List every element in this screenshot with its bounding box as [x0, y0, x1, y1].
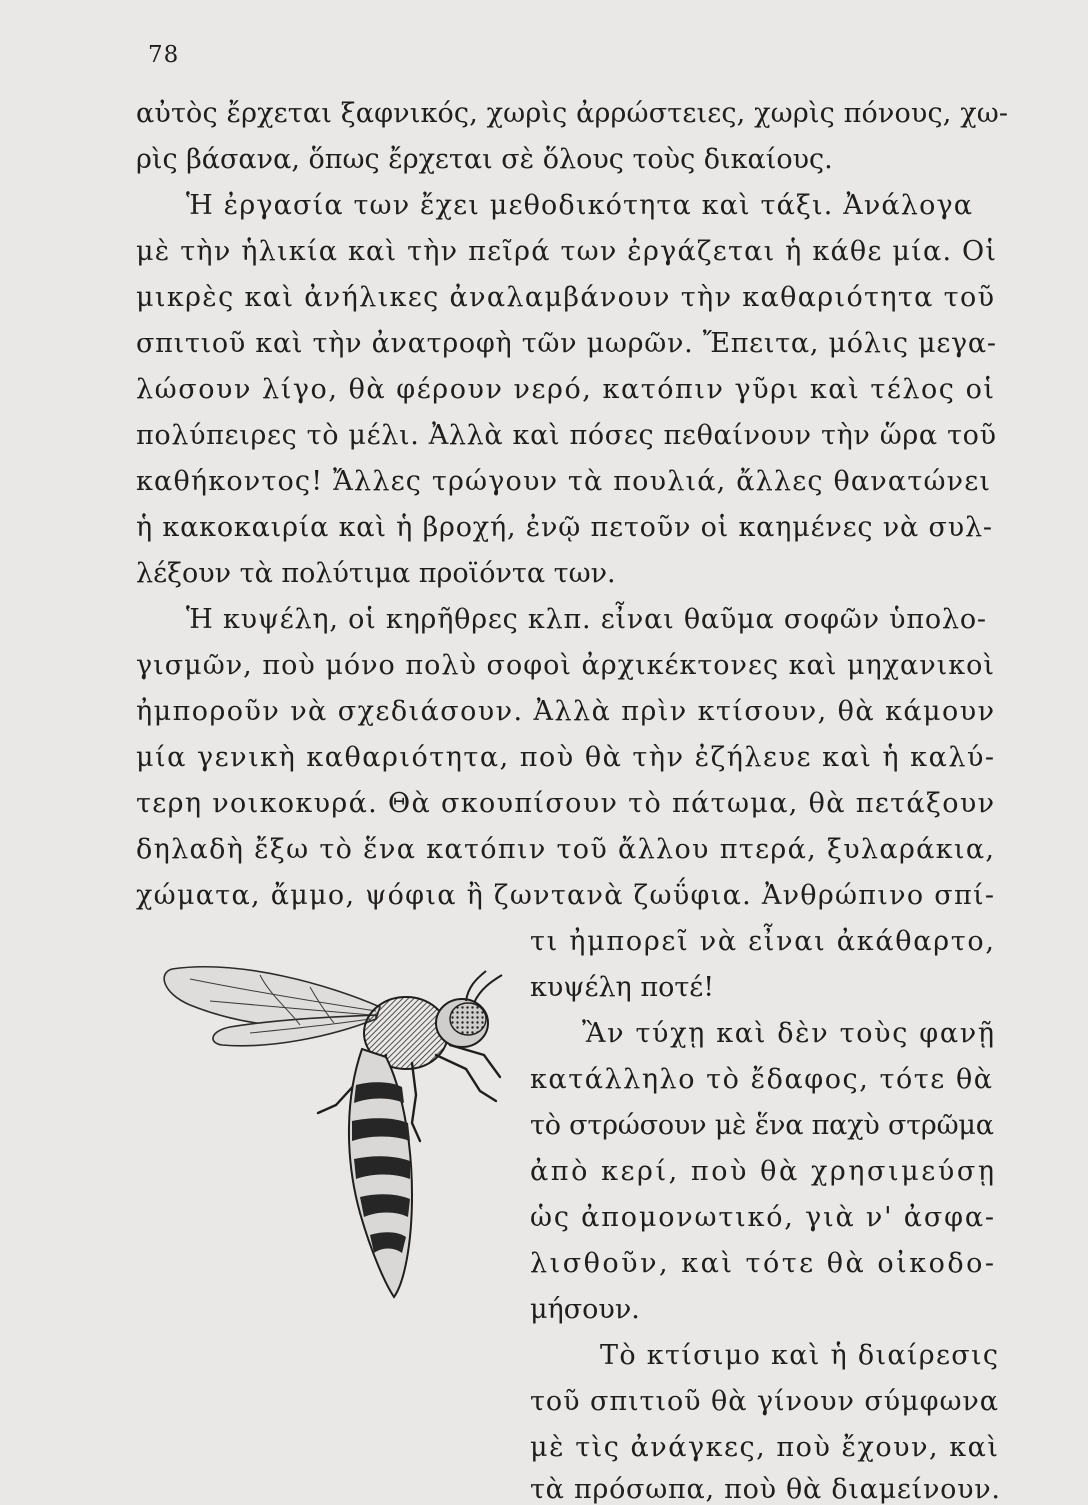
text-line: αὐτὸς ἔρχεται ξαφνικός, χωρὶς ἀρρώστειες, χωρὶς πόνους, χω-	[136, 98, 1009, 129]
text-line: μήσουν.	[530, 1294, 640, 1325]
text-line: τὸ στρώσουν μὲ ἕνα παχὺ στρῶμα	[530, 1110, 994, 1141]
text-line: μὲ τὶς ἀνάγκες, ποὺ ἔχουν, καὶ	[530, 1432, 1000, 1463]
page-number: 78	[148, 42, 180, 68]
text-line: γισμῶν, ποὺ μόνο πολὺ σοφοὶ ἀρχικέκτονες καὶ μηχανικοὶ	[136, 650, 995, 681]
text-line: Ἡ ἐργασία των ἔχει μεθοδικότητα καὶ τάξι. Ἀνάλογα	[186, 190, 974, 221]
text-line: καθήκοντος! Ἄλλες τρώγουν τὰ πουλιά, ἄλλες θανατώνει	[136, 466, 992, 497]
bee-illustration	[150, 945, 510, 1305]
text-line: πολύπειρες τὸ μέλι. Ἀλλὰ καὶ πόσες πεθαίνουν τὴν ὥρα τοῦ	[136, 420, 997, 451]
text-line: ἠμποροῦν νὰ σχεδιάσουν. Ἀλλὰ πρὶν κτίσουν, θὰ κάμουν	[136, 696, 996, 727]
text-line: Τὸ κτίσιμο καὶ ἡ διαίρεσις	[600, 1340, 1000, 1371]
text-line: μικρὲς καὶ ἀνήλικες ἀναλαμβάνουν τὴν καθαριότητα τοῦ	[136, 282, 996, 313]
text-line: ἡ κακοκαιρία καὶ ἡ βροχή, ἐνῷ πετοῦν οἱ καημένες νὰ συλ-	[136, 512, 993, 543]
text-line: κατάλληλο τὸ ἔδαφος, τότε θὰ	[530, 1064, 994, 1095]
text-line: ἀπὸ κερί, ποὺ θὰ χρησιμεύσῃ	[530, 1156, 997, 1187]
text-line: ρὶς βάσανα, ὅπως ἔρχεται σὲ ὅλους τοὺς δικαίους.	[136, 144, 833, 175]
text-line: ὡς ἀπομονωτικό, γιὰ ν' ἀσφα-	[530, 1202, 996, 1233]
text-line: λέξουν τὰ πολύτιμα προϊόντα των.	[136, 558, 616, 589]
text-line: χώματα, ἄμμο, ψόφια ἢ ζωντανὰ ζωΰφια. Ἀνθρώπινο σπί-	[136, 880, 996, 911]
text-line: μὲ τὴν ἡλικία καὶ τὴν πεῖρά των ἐργάζεται ἡ κάθε μία. Οἱ	[136, 236, 998, 267]
text-line: κυψέλη ποτέ!	[530, 972, 715, 1003]
text-line: τερη νοικοκυρά. Θὰ σκουπίσουν τὸ πάτωμα, θὰ πετάξουν	[136, 788, 996, 819]
text-line: τι ἠμπορεῖ νὰ εἶναι ἀκάθαρτο,	[530, 926, 996, 957]
text-line: μία γενικὴ καθαριότητα, ποὺ θὰ τὴν ἐζήλευε καὶ ἡ καλύ-	[136, 742, 996, 773]
text-line: σπιτιοῦ καὶ τὴν ἀνατροφὴ τῶν μωρῶν. Ἔπειτα, μόλις μεγα-	[136, 328, 997, 359]
text-line: Ἂν τύχῃ καὶ δὲν τοὺς φανῇ	[582, 1018, 996, 1049]
text-line: λισθοῦν, καὶ τότε θὰ οἰκοδο-	[530, 1248, 997, 1279]
text-line: τὰ πρόσωπα, ποὺ θὰ διαμείνουν.	[530, 1474, 1001, 1505]
text-line: λώσουν λίγο, θὰ φέρουν νερό, κατόπιν γῦρι καὶ τέλος οἱ	[136, 374, 996, 405]
text-line: Ἡ κυψέλη, οἱ κηρῆθρες κλπ. εἶναι θαῦμα σοφῶν ὑπολο-	[186, 604, 987, 635]
text-line: δηλαδὴ ἔξω τὸ ἕνα κατόπιν τοῦ ἄλλου πτερά, ξυλαράκια,	[136, 834, 996, 865]
text-line: τοῦ σπιτιοῦ θὰ γίνουν σύμφωνα	[530, 1386, 999, 1417]
